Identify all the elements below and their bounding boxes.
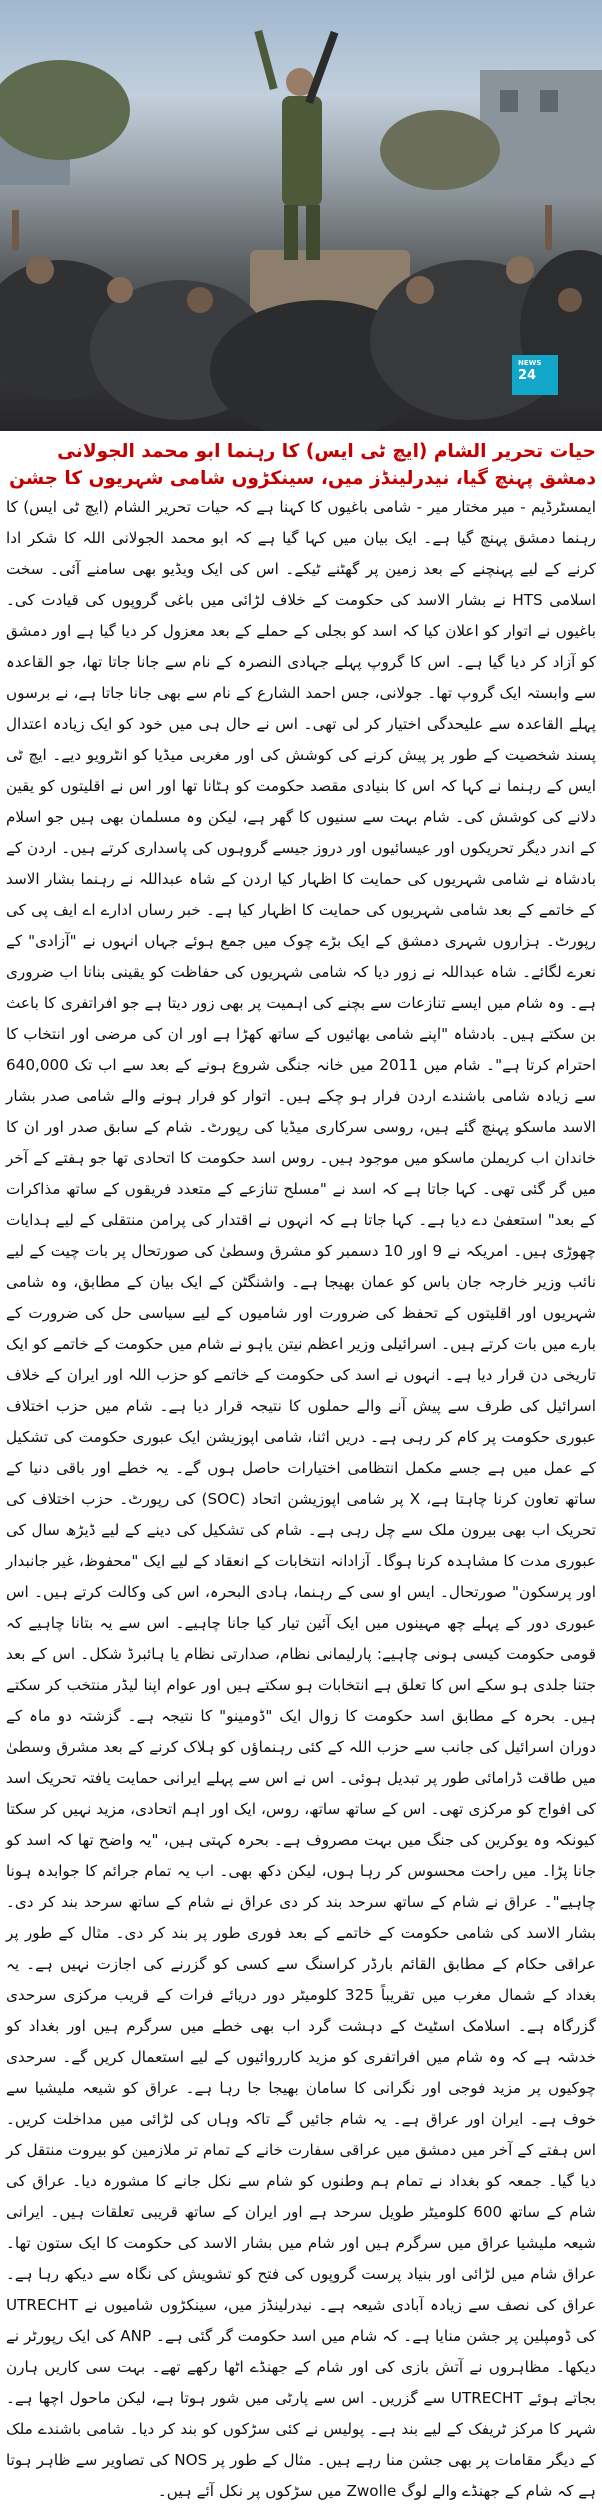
news-channel-logo: [512, 355, 558, 395]
headline: حیات تحریر الشام (ایچ ٹی ایس) کا رہنما ابو محمد الجولانی دمشق پہنچ گیا، نیدرلینڈز میں، سینکڑوں شامی شہریوں کا جشن: [9, 441, 596, 489]
news-photo: [0, 0, 602, 431]
article-paragraph: ایمسٹرڈیم - میر مختار میر - شامی باغیوں کا کہنا ہے کہ حیات تحریر الشام (ایچ ٹی ایس) کا رہنما دمشق پہنچ گیا ہے۔ ایک بیان میں کہا گیا ہے کہ ابو محمد الجولانی اللہ کا شکر ادا کرنے کے لیے پہنچنے کے بعد زمین پر گھٹنے ٹیکے۔ اس کی ایک ویڈیو بھی سامنے آئی۔ سخت اسلامی HTS نے بشار الاسد کی حکومت کے خلاف لڑائی میں باغی گروپوں کی قیادت کی۔ باغیوں نے اتوار کو اعلان کیا کہ اسد کو بجلی کے حملے کے بعد معزول کر دیا گیا ہے اور دمشق کو آزاد کر دیا گیا ہے۔ اس کا گروپ پہلے جہادی النصرہ کے نام سے جانا جاتا تھا، جو القاعدہ سے وابستہ ایک گروپ تھا۔ جولانی، جس احمد الشارع کے نام سے بھی جانا جاتا ہے، نے برسوں پہلے القاعدہ سے علیحدگی اختیار کر لی تھی۔ اس نے حال ہی میں خود کو ایک زیادہ اعتدال پسند شخصیت کے طور پر پیش کرنے کی کوشش کی اور مغربی میڈیا کو انٹرویو دیے۔ ایچ ٹی ایس کے رہنما نے کہا کہ اس کا بنیادی مقصد حکومت کو ہٹانا تھا اور اس نے اقلیتوں کو یقین دلانے کی کوشش کی۔ شام بہت سے سنیوں کا گھر ہے، لیکن وہ مسلمان بھی ہیں جو اسلام کے اندر دیگر تحریکوں اور عیسائیوں اور دروز جیسے گروہوں کی پاسداری کرتے ہیں۔ اردن کے بادشاہ نے شامی شہریوں کی حمایت کا اظہار کیا اردن کے شاہ عبداللہ نے رہنما بشار الاسد کے خاتمے کے بعد شامی شہریوں کی حمایت کا اظہار کیا ہے۔ خبر رساں ادارے اے ایف پی کی رپورٹ۔ ہزاروں شہری دمشق کے ایک بڑے چوک میں جمع ہوئے جہاں انہوں نے "آزادی" کے نعرے لگائے۔ شاہ عبداللہ نے زور دیا کہ شامی شہریوں کی حفاظت کو یقینی بنانا اب ضروری ہے۔ وہ شام میں ایسے تنازعات سے بچنے کی اہمیت پر بھی زور دیتا ہے جو افراتفری کا باعث بن سکتے ہیں۔ بادشاہ "اپنے شامی بھائیوں کے ساتھ کھڑا ہے اور ان کی مرضی اور انتخاب کا احترام کرتا ہے"۔ شام میں 2011 میں خانہ جنگی شروع ہونے کے بعد سے اب تک 640,000 سے زیادہ شامی باشندے اردن فرار ہو چکے ہیں۔ اتوار کو فرار ہونے والے شامی صدر بشار الاسد ماسکو پہنچ گئے ہیں، روسی سرکاری میڈیا کی رپورٹ۔ شام کے سابق صدر اور ان کا خاندان اب کریملن ماسکو میں موجود ہیں۔ روس اسد حکومت کا اتحادی تھا جو ہفتے کے آخر میں گر گئی تھی۔ کہا جاتا ہے کہ اسد نے "مسلح تنازعے کے متعدد فریقوں کے ساتھ مذاکرات کے بعد" استعفیٰ دے دیا ہے۔ کہا جاتا ہے کہ انہوں نے اقتدار کی پرامن منتقلی کے لیے ہدایات چھوڑی ہیں۔ امریکہ نے 9 اور 10 دسمبر کو مشرق وسطیٰ کی صورتحال پر بات چیت کے لیے نائب وزیر خارجہ جان باس کو عمان بھیجا ہے۔ واشنگٹن کے ایک بیان کے مطابق، وہ شامی شہریوں اور اقلیتوں کے تحفظ کی ضرورت اور شامیوں کے لیے سیاسی حل کی ضرورت کے بارے میں بات کرتے ہیں۔ اسرائیلی وزیر اعظم نیتن یاہو نے شام میں حکومت کے خاتمے کو ایک تاریخی دن قرار دیا ہے۔ انہوں نے اسد کی حکومت کے خاتمے کو حزب اللہ اور ایران کے خلاف اسرائیل کی طرف سے پیش آنے والے حملوں کا نتیجہ قرار دیا ہے۔ شام میں حزب اختلاف عبوری حکومت پر کام کر رہی ہے۔ دریں اثنا، شامی اپوزیشن ایک عبوری حکومت کی تشکیل کے عمل میں ہے جسے مکمل انتظامی اختیارات حاصل ہوں گے۔ یہ خطے اور باقی دنیا کے ساتھ تعاون کرنا چاہتا ہے، X پر شامی اپوزیشن اتحاد (SOC) کی رپورٹ۔ حزب اختلاف کی تحریک اب بھی بیرون ملک سے چل رہی ہے۔ شام کی تشکیل کی دینے کے لیے ڈیڑھ سال کی عبوری مدت کا مشاہدہ کرنا ہوگا۔ آزادانہ انتخابات کے انعقاد کے لیے ایک "محفوظ، غیر جانبدار اور پرسکون" صورتحال۔ ایس او سی کے رہنما، ہادی البحرہ، اس کی وکالت کرتے ہیں۔ اس عبوری دور کے پہلے چھ مہینوں میں ایک آئین تیار کیا جانا چاہیے۔ اس سے یہ بتانا چاہیے کہ قومی حکومت کیسی ہونی چاہیے: پارلیمانی نظام، صدارتی نظام یا ہائبرڈ شکل۔ اس کے بعد جتنا جلدی ہو سکے اس کا تعلق ہے انتخابات ہو سکتے ہیں اور عوام اپنا لیڈر منتخب کر سکتے ہیں۔ بحرہ کے مطابق اسد حکومت کا زوال ایک "ڈومینو" کا نتیجہ ہے۔ گزشتہ دو ماہ کے دوران اسرائیل کی جانب سے حزب اللہ کے کئی رہنماؤں کو ہلاک کرنے کے بعد مشرق وسطیٰ میں طاقت ڈرامائی طور پر تبدیل ہوئی۔ اس نے اس سے پہلے ایرانی حمایت یافتہ تحریک اسد کی افواج کو مرکزی تھی۔ اس کے ساتھ ساتھ، روس، ایک اور اہم اتحادی، مزید نہیں کر سکتا کیونکہ وہ یوکرین کی جنگ میں بہت مصروف ہے۔ بحرہ کہتی ہیں، "یہ واضح تھا کہ اسد کو جانا پڑا۔ میں راحت محسوس کر رہا ہوں، لیکن دکھ بھی۔ اب یہ تمام جرائم کا جوابدہ ہونا چاہیے"۔ عراق نے شام کے ساتھ سرحد بند کر دی عراق نے شام کے ساتھ سرحد بند کر دی۔ بشار الاسد کی شامی حکومت کے خاتمے کے بعد فوری طور پر بند کر دی۔ مثال کے طور پر عراقی حکام کے مطابق القائم بارڈر کراسنگ سے کسی کو گزرنے کی اجازت نہیں ہے۔ یہ بغداد کے شمال مغرب میں تقریباً 325 کلومیٹر دور دریائے فرات کے قریب مرکزی سرحدی گزرگاہ ہے۔ اسلامک اسٹیٹ کے دہشت گرد اب بھی خطے میں سرگرم ہیں اور بغداد کو خدشہ ہے کہ وہ شام میں افراتفری کو مزید کارروائیوں کے لیے استعمال کریں گے۔ سرحدی چوکیوں پر مزید فوجی اور نگرانی کا سامان بھیجا جا رہا ہے۔ عراق کو شیعہ ملیشیا سے خوف ہے۔ ایران اور عراق ہے۔ یہ شام جائیں گے تاکہ وہاں کی لڑائی میں مداخلت کریں۔ اس ہفتے کے آخر میں دمشق میں عراقی سفارت خانے کے تمام تر ملازمین کو بیروت منتقل کر دیا گیا۔ جمعہ کو بغداد نے تمام ہم وطنوں کو شام سے نکل جانے کا مشورہ دیا۔ عراق کی شام کے ساتھ 600 کلومیٹر طویل سرحد ہے اور ایران کے ساتھ قریبی تعلقات ہیں۔ ایرانی شیعہ ملیشیا عراق میں سرگرم ہیں اور شام میں بشار الاسد کی حکومت کا ایک ستون تھا۔ عراق شام میں لڑائی اور بنیاد پرست گروپوں کی فتح کو تشویش کی نگاہ سے دیکھ رہا ہے۔ عراق کی نصف سے زیادہ آبادی شیعہ ہے۔ نیدرلینڈز میں، سینکڑوں شامیوں نے UTRECHT کی ڈومپلین پر جشن منایا ہے۔ کہ شام میں اسد حکومت گر گئی ہے۔ ANP کی ایک رپورٹر نے دیکھا۔ مظاہروں نے آتش بازی کی اور شام کے جھنڈے اٹھا رکھے تھے۔ بہت سی کاریں ہارن بجاتے ہوئے UTRECHT سے گزریں۔ اس سے پارٹی میں شور ہوتا ہے، لیکن ماحول اچھا ہے۔ شہر کا مرکز ٹریفک کے لیے بند ہے۔ پولیس نے کئی سڑکوں کو بند کر دیا۔ شامی باشندے ملک کے دیگر مقامات پر بھی جشن منا رہے ہیں۔ مثال کے طور پر NOS کی تصاویر سے ظاہر ہوتا ہے کہ شام کے جھنڈے والے لوگ Zwolle میں سڑکوں پر نکل آئے ہیں۔: [6, 498, 597, 2500]
article-body: [6, 492, 596, 2507]
logo-line2: 24: [518, 368, 537, 383]
logo-line1: NEWS: [518, 359, 542, 367]
